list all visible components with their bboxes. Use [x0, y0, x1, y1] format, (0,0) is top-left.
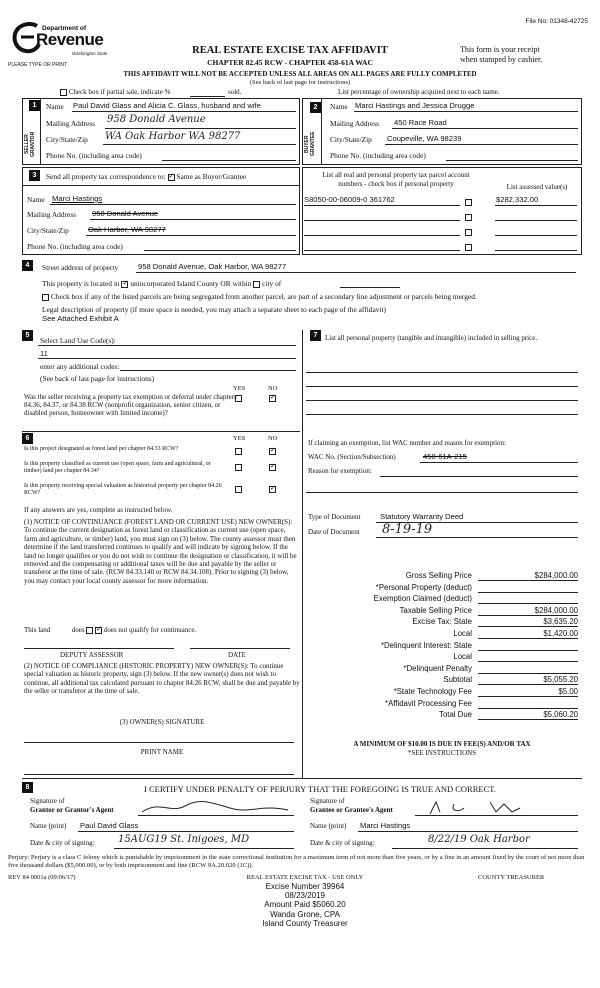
parcel-checkbox-4[interactable] [465, 242, 472, 251]
seller-grantor-label: SELLER GRANTOR [24, 131, 36, 157]
fee-label: *Delinquent Penalty [403, 663, 472, 673]
logo-dept: Department of [42, 25, 87, 32]
buyer-mail[interactable]: 450 Race Road [394, 118, 447, 127]
use-only-label: REAL ESTATE EXCISE TAX - USE ONLY [246, 874, 364, 881]
section-6-number: 6 [22, 433, 33, 444]
county-treasurer-label: COUNTY TREASURER [478, 874, 545, 881]
section-8-number: 8 [22, 782, 33, 793]
fee-value[interactable] [478, 699, 578, 709]
s6-q2-no[interactable] [269, 462, 276, 471]
s6-q3-yes[interactable] [235, 484, 242, 493]
parcel-checkbox-3[interactable] [465, 227, 472, 236]
form-warning: THIS AFFIDAVIT WILL NOT BE ACCEPTED UNLESS ALL AREAS ON ALL PAGES ARE FULLY COMPLETED [123, 70, 477, 78]
grantor-date-label: Date & city of signing: [30, 839, 95, 847]
fee-value[interactable] [478, 641, 578, 651]
deputy-assessor-label: DEPUTY ASSESSOR [60, 651, 124, 659]
fee-value[interactable]: $1,420.00 [478, 629, 578, 639]
fee-row [306, 687, 580, 699]
s6-q3: Is this property receiving special valuation as historical property per chapter 84.26 RCW? [24, 483, 222, 496]
seller-name[interactable]: Paul David Glass and Alicia C. Glass, husband and wife [73, 101, 261, 110]
stamp-line-3: Amount Paid $5060.20 [264, 900, 346, 910]
s5-no-checkbox[interactable] [269, 393, 276, 402]
grantor-name-label: Name (print) [30, 822, 67, 830]
property-street[interactable]: 958 Donald Avenue, Oak Harbor, WA 98277 [138, 262, 287, 271]
grantee-sig-label-1: Signature of [310, 797, 345, 805]
unincorporated-label: unincorporated Island County OR within [130, 279, 252, 288]
s6-q3-no[interactable] [269, 484, 276, 493]
grantor-sig-label-1: Signature of [30, 797, 65, 805]
fee-label: Local [453, 652, 472, 662]
s6-q1: Is this project designated as forest land per chapter 84.33 RCW? [24, 446, 179, 452]
grantor-signature-icon[interactable] [140, 798, 290, 816]
buyer-grantee-label: BUYER GRANTEE [304, 131, 316, 157]
s5-exemption-q: Was the seller receiving a property tax exemption or deferral under chapters 84.36, 84.37, or 84.38 RCW (nonprofit organization, senior citizen, or disabled person, homeowner with limited income)? [24, 393, 237, 417]
fee-label: Local [453, 628, 472, 638]
partial-sale-checkbox[interactable] [60, 89, 67, 96]
fee-value[interactable]: $5,055.20 [478, 675, 578, 685]
buyer-city[interactable]: Coupeville, WA 98239 [387, 134, 462, 143]
grantor-agent-label: Grantor or Grantor's Agent [30, 806, 114, 814]
partial-pct-line[interactable] [190, 96, 225, 97]
fee-label: *State Technology Fee [393, 686, 472, 696]
fee-row [306, 571, 580, 583]
s3-city-label: City/State/Zip [27, 226, 69, 235]
s6-q1-no[interactable] [269, 446, 276, 455]
receipt-note-2: when stamped by cashier. [460, 55, 543, 64]
fee-value[interactable] [478, 583, 578, 593]
parcel-number[interactable]: S8050-00-06009-0 361762 [304, 195, 395, 204]
grantor-date-city[interactable]: 15AUG19 St. Inigoes, MD [118, 834, 250, 845]
fee-value[interactable]: $5,060.20 [478, 710, 578, 720]
fee-value[interactable] [478, 652, 578, 662]
treasurer-stamp [190, 882, 420, 928]
s3-phone-label: Phone No. (including area code) [27, 242, 123, 251]
fee-label: Exemption Claimed (deduct) [373, 594, 472, 604]
logo-name: Revenue [36, 30, 104, 49]
s6-if-yes: If any answers are yes, complete as instructed below. [24, 506, 173, 514]
segregated-row [42, 292, 572, 301]
s6-q1-yes[interactable] [235, 446, 242, 455]
seller-phone-label: Phone No. (including area code) [46, 151, 142, 160]
s5-yes-header: YES [233, 385, 246, 392]
assessed-value[interactable]: $282,332.00 [496, 195, 539, 204]
grantee-print-name[interactable]: Marci Hastings [360, 821, 411, 830]
certify-statement: I CERTIFY UNDER PENALTY OF PERJURY THAT THE FOREGOING IS TRUE AND CORRECT. [144, 784, 496, 794]
fee-label: Gross Selling Price [405, 571, 472, 580]
deputy-date-label: DATE [228, 651, 246, 659]
buyer-name[interactable]: Marci Hastings and Jessica Drugge [355, 101, 475, 110]
parcel-checkbox-2[interactable] [465, 212, 472, 221]
fee-row [306, 664, 580, 676]
same-as-buyer-checkbox[interactable] [168, 174, 175, 181]
fee-row [306, 629, 580, 641]
fee-value[interactable] [478, 664, 578, 674]
fee-label: Total Due [439, 710, 472, 720]
segregated-checkbox[interactable] [42, 294, 49, 301]
land-use-see-back: (See back of last page for instructions) [40, 374, 155, 383]
reason-label: Reason for exemption: [308, 467, 372, 475]
stamp-line-5: Island County Treasurer [262, 918, 348, 928]
does-checkbox[interactable] [86, 627, 93, 634]
owner-signature-label: (3) OWNER(S) SIGNATURE [119, 718, 205, 726]
s3-header [46, 172, 246, 181]
grantee-signature-icon[interactable] [420, 798, 560, 816]
see-instructions: *SEE INSTRUCTIONS [407, 749, 477, 757]
land-use-code[interactable]: 11 [40, 349, 48, 358]
partial-sale [60, 88, 170, 96]
grantee-date-label: Date & city of signing: [310, 839, 375, 847]
s3-mail-label: Mailing Address [27, 210, 77, 219]
buyer-city-label: City/State/Zip [330, 135, 372, 144]
seller-name-label: Name [46, 102, 64, 111]
grantor-print-name[interactable]: Paul David Glass [80, 821, 139, 830]
partial-sale-label: Check box if partial sale, indicate % [68, 88, 171, 96]
parcels-header-2: numbers - check box if personal property [338, 180, 454, 188]
fee-label: *Affidavit Processing Fee [385, 698, 472, 708]
minimum-due: A MINIMUM OF $10.00 IS DUE IN FEE(S) AND/OR TAX [353, 740, 531, 748]
buyer-phone-label: Phone No. (including area code) [330, 151, 426, 160]
grantee-date-city[interactable]: 8/22/19 Oak Harbor [428, 834, 530, 845]
s3-city[interactable]: Oak Harbor, WA 98277 [88, 225, 166, 234]
doc-type-label: Type of Document [308, 513, 361, 521]
buyer-mail-label: Mailing Address [330, 119, 380, 128]
city-checkbox[interactable] [253, 281, 260, 288]
form-title: REAL ESTATE EXCISE TAX AFFIDAVIT [192, 45, 388, 56]
does-not-checkbox[interactable] [95, 627, 102, 634]
please-type: PLEASE TYPE OR PRINT [8, 62, 68, 68]
fee-row [306, 710, 580, 722]
does-not-label: does not qualify for continuance. [103, 626, 197, 634]
notice-continuance: (1) NOTICE OF CONTINUANCE (FOREST LAND OR CURRENT USE) NEW OWNER(S): To continue the current designation as forest land or classification as current use (open space, farm and agriculture, or timber) land, you must sign on (3) below. The county assessor must then determine if the land transferred continues to qualify and will indicate by signing below. If the land no longer qualifies or you do not wish to continue the designation or classification, it will be removed and the compensating or additional taxes will be due and payable by the seller or transferor at the time of sale. (RCW 84.33.140 or RCW 84.34.108). Prior to signing (3) below, you may contact your local county assessor for more information. [24, 518, 297, 585]
parcels-header-1: List all real and personal property tax parcel account [322, 171, 470, 179]
located-label: This property is located in [42, 279, 120, 288]
wac-label: WAC No. (Section/Subsection) [308, 453, 396, 461]
sold-label: sold. [228, 88, 242, 96]
s5-yes-checkbox[interactable] [235, 393, 242, 402]
fee-row [306, 583, 580, 595]
this-land-label: This land [24, 626, 51, 634]
s6-yes-header: YES [233, 435, 246, 442]
s3-header-label: Send all property tax correspondence to: [46, 172, 166, 181]
doc-date[interactable]: 8-19-19 [382, 522, 433, 537]
fee-label: Subtotal [443, 675, 472, 685]
form-revision: REV 84 0001a (09/06/17) [8, 874, 76, 881]
grantee-agent-label: Grantee or Grantee's Agent [310, 806, 393, 814]
section-5-number: 5 [22, 330, 33, 341]
fee-row [306, 675, 580, 687]
street-label: Street address of property [42, 263, 119, 272]
form-subtitle: CHAPTER 82.45 RCW - CHAPTER 458-61A WAC [207, 58, 373, 67]
s6-no-header: NO [268, 435, 278, 442]
s5-no-header: NO [268, 385, 278, 392]
seller-mail[interactable]: 958 Donald Avenue [107, 114, 206, 125]
s6-q2: Is this property classified as current use (open space, farm and agricultural, or timber) land per chapter 84.34? [24, 461, 211, 474]
wac-number[interactable]: 458-61A-215 [423, 452, 467, 461]
buyer-name-label: Name [330, 102, 348, 111]
located-row [42, 279, 281, 288]
section-1-number: 1 [29, 100, 40, 111]
stamp-line-2: 08/23/2019 [284, 891, 326, 901]
fee-row [306, 594, 580, 606]
fee-label: Excise Tax: State [412, 617, 472, 627]
section-3-number: 3 [29, 170, 40, 181]
fee-row [306, 652, 580, 664]
fee-row [306, 699, 580, 711]
fee-value[interactable]: $3,635.20 [478, 617, 578, 627]
unincorporated-checkbox[interactable] [121, 281, 128, 288]
section-7-number: 7 [310, 330, 321, 341]
section-2-number: 2 [310, 102, 321, 113]
fee-value[interactable]: $284,000.00 [478, 606, 578, 616]
s6-q2-yes[interactable] [235, 462, 242, 471]
fee-label: Taxable Selling Price [399, 605, 472, 615]
doc-date-label: Date of Document [308, 528, 360, 536]
stamp-line-1: Excise Number 39964 [265, 882, 345, 891]
seller-mail-label: Mailing Address [46, 119, 96, 128]
grantee-name-label: Name (print) [310, 822, 347, 830]
assessed-header: List assessed value(s) [506, 183, 568, 191]
notice-compliance: (2) NOTICE OF COMPLIANCE (HISTORIC PROPERTY) NEW OWNER(S): To continue special valuation as historic property, sign (3) below. If the new owner(s) does not wish to continue, all additional tax calculated pursuant to chapter 84.26 RCW, shall be due and payable by the seller or transferor at the time of sale. [24, 662, 300, 696]
s3-name-label: Name [27, 195, 45, 204]
exemption-claim-label: If claiming an exemption, list WAC number and reason for exemption: [308, 439, 506, 447]
fee-value[interactable] [478, 594, 578, 604]
logo-state: Washington State [72, 51, 108, 56]
continuance-row [24, 626, 196, 634]
seller-city[interactable]: WA Oak Harbor WA 98277 [105, 131, 241, 142]
segregated-label: Check box if any of the listed parcels are being segregated from another parcel, are part of a secondary line adjustment or parcels being merged. [50, 292, 477, 301]
fee-label: *Personal Property (deduct) [375, 582, 472, 592]
land-use-label: Select Land Use Code(s): [40, 336, 116, 345]
does-label: does [71, 626, 85, 634]
seller-city-label: City/State/Zip [46, 135, 88, 144]
dor-logo [12, 22, 122, 62]
same-as-buyer-label: Same as Buyer/Grantee [176, 172, 247, 181]
city-label: city of [262, 279, 282, 288]
fees-table [306, 571, 580, 722]
print-name-label: PRINT NAME [140, 748, 184, 756]
s3-mail[interactable]: 958 Donald Avenue [92, 209, 159, 218]
legal-desc-label: Legal description of property (if more space is needed, you may attach a separate sheet to each page of the affidavit) [42, 305, 386, 314]
doc-type[interactable]: Statutory Warranty Deed [380, 512, 464, 521]
see-back-note: (See back of last page for instructions) [249, 79, 351, 86]
fee-row [306, 606, 580, 618]
perjury-notice: Perjury: Perjury is a class C felony which is punishable by imprisonment in the state correctional institution for a maximum term of not more than five years, or by a fine in an amount fixed by the court of not more than five thousand dollars ($5,000.00), or by both imprisonment and fine (RCW 9A.20.020 (1C)). [8, 854, 585, 869]
fee-row [306, 641, 580, 653]
file-number: File No: 01348-42725 [525, 18, 588, 25]
fee-label: *Delinquent Interest: State [380, 640, 472, 650]
s3-name[interactable]: Marci Hastings [52, 194, 103, 203]
section-4-number: 4 [22, 260, 33, 271]
receipt-note-1: This form is your receipt [460, 45, 540, 54]
personal-property-label: List all personal property (tangible and intangible) included in selling price. [325, 334, 538, 342]
parcel-checkbox-1[interactable] [465, 197, 472, 206]
legal-desc[interactable]: See Attached Exhibit A [42, 314, 119, 323]
fee-row [306, 617, 580, 629]
ownership-note: List percentage of ownership acquired next to each name. [338, 88, 500, 96]
additional-codes-label: enter any additional codes: [40, 362, 120, 371]
fee-value[interactable]: $5.00 [478, 687, 578, 697]
fee-value[interactable]: $284,000.00 [478, 571, 578, 581]
stamp-line-4: Wanda Grone, CPA [270, 909, 340, 919]
